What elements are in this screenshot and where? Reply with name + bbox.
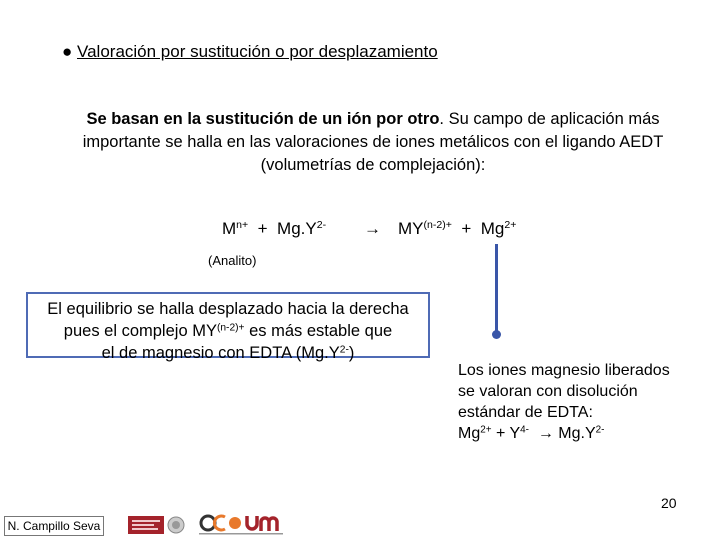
- heading-title: Valoración por sustitución o por desplazamiento: [77, 42, 438, 61]
- titration-equation: [458, 423, 713, 444]
- page-number: 20: [661, 495, 677, 511]
- box-line-3-tail: ): [348, 344, 355, 362]
- titration-product-charge: 2-: [595, 424, 605, 436]
- box-line-3: [28, 342, 428, 364]
- box-line-1: El equilibrio se halla desplazado hacia la derecha: [47, 300, 409, 318]
- equation-products: [398, 219, 516, 239]
- box-line-2: [28, 320, 428, 342]
- plus-sign: +: [257, 219, 268, 238]
- ocw-um-logo: [199, 513, 283, 537]
- metal-charge: n+: [236, 219, 249, 232]
- box-line-3-text: el de magnesio con EDTA (Mg.Y: [101, 344, 340, 362]
- titration-mg-charge: 2+: [480, 424, 492, 436]
- intro-paragraph: [68, 108, 678, 177]
- intro-rest: . Su campo de aplicación más importante se halla en las valoraciones de iones metálicos con el ligando AEDT (volumetrías de complejación):: [82, 110, 664, 174]
- box-line-3-sup: 2-: [339, 344, 349, 356]
- titration-mg: Mg: [458, 425, 481, 442]
- author-label: N. Campillo Seva: [4, 516, 104, 536]
- titration-note-line-1: Los iones magnesio liberados: [458, 362, 670, 379]
- connector-dot: [492, 330, 501, 339]
- box-line-2-tail: es más estable que: [244, 322, 393, 340]
- university-logo: [128, 514, 186, 536]
- titration-y: + Y: [491, 425, 521, 442]
- titration-product: → Mg.Y: [528, 425, 596, 442]
- titration-y-charge: 4-: [520, 424, 529, 436]
- titration-note-line-3: estándar de EDTA:: [458, 404, 593, 421]
- reagent-charge: 2-: [316, 219, 327, 232]
- metal-symbol: M: [222, 219, 237, 238]
- reaction-arrow: →: [364, 219, 381, 238]
- product-charge: (n-2)+: [423, 219, 452, 232]
- connector-line: [495, 244, 498, 336]
- titration-note-line-2: se valoran con disolución: [458, 383, 638, 400]
- slide-heading: [62, 42, 438, 62]
- intro-bold: Se basan en la sustitución de un ión por otro: [86, 110, 440, 128]
- box-line-2-sup: (n-2)+: [216, 322, 245, 334]
- plus-sign: +: [461, 219, 472, 238]
- reagent-formula: Mg.Y: [277, 219, 317, 238]
- bullet: ●: [62, 42, 73, 61]
- titration-note: [458, 360, 713, 444]
- released-charge: 2+: [504, 219, 517, 232]
- released-ion: Mg: [480, 219, 505, 238]
- equation-reactants: [222, 219, 326, 239]
- analito-label: (Analito): [208, 253, 257, 268]
- product-formula: MY: [398, 219, 424, 238]
- equilibrium-note-box: [26, 292, 430, 362]
- box-line-2-text: pues el complejo MY: [63, 322, 217, 340]
